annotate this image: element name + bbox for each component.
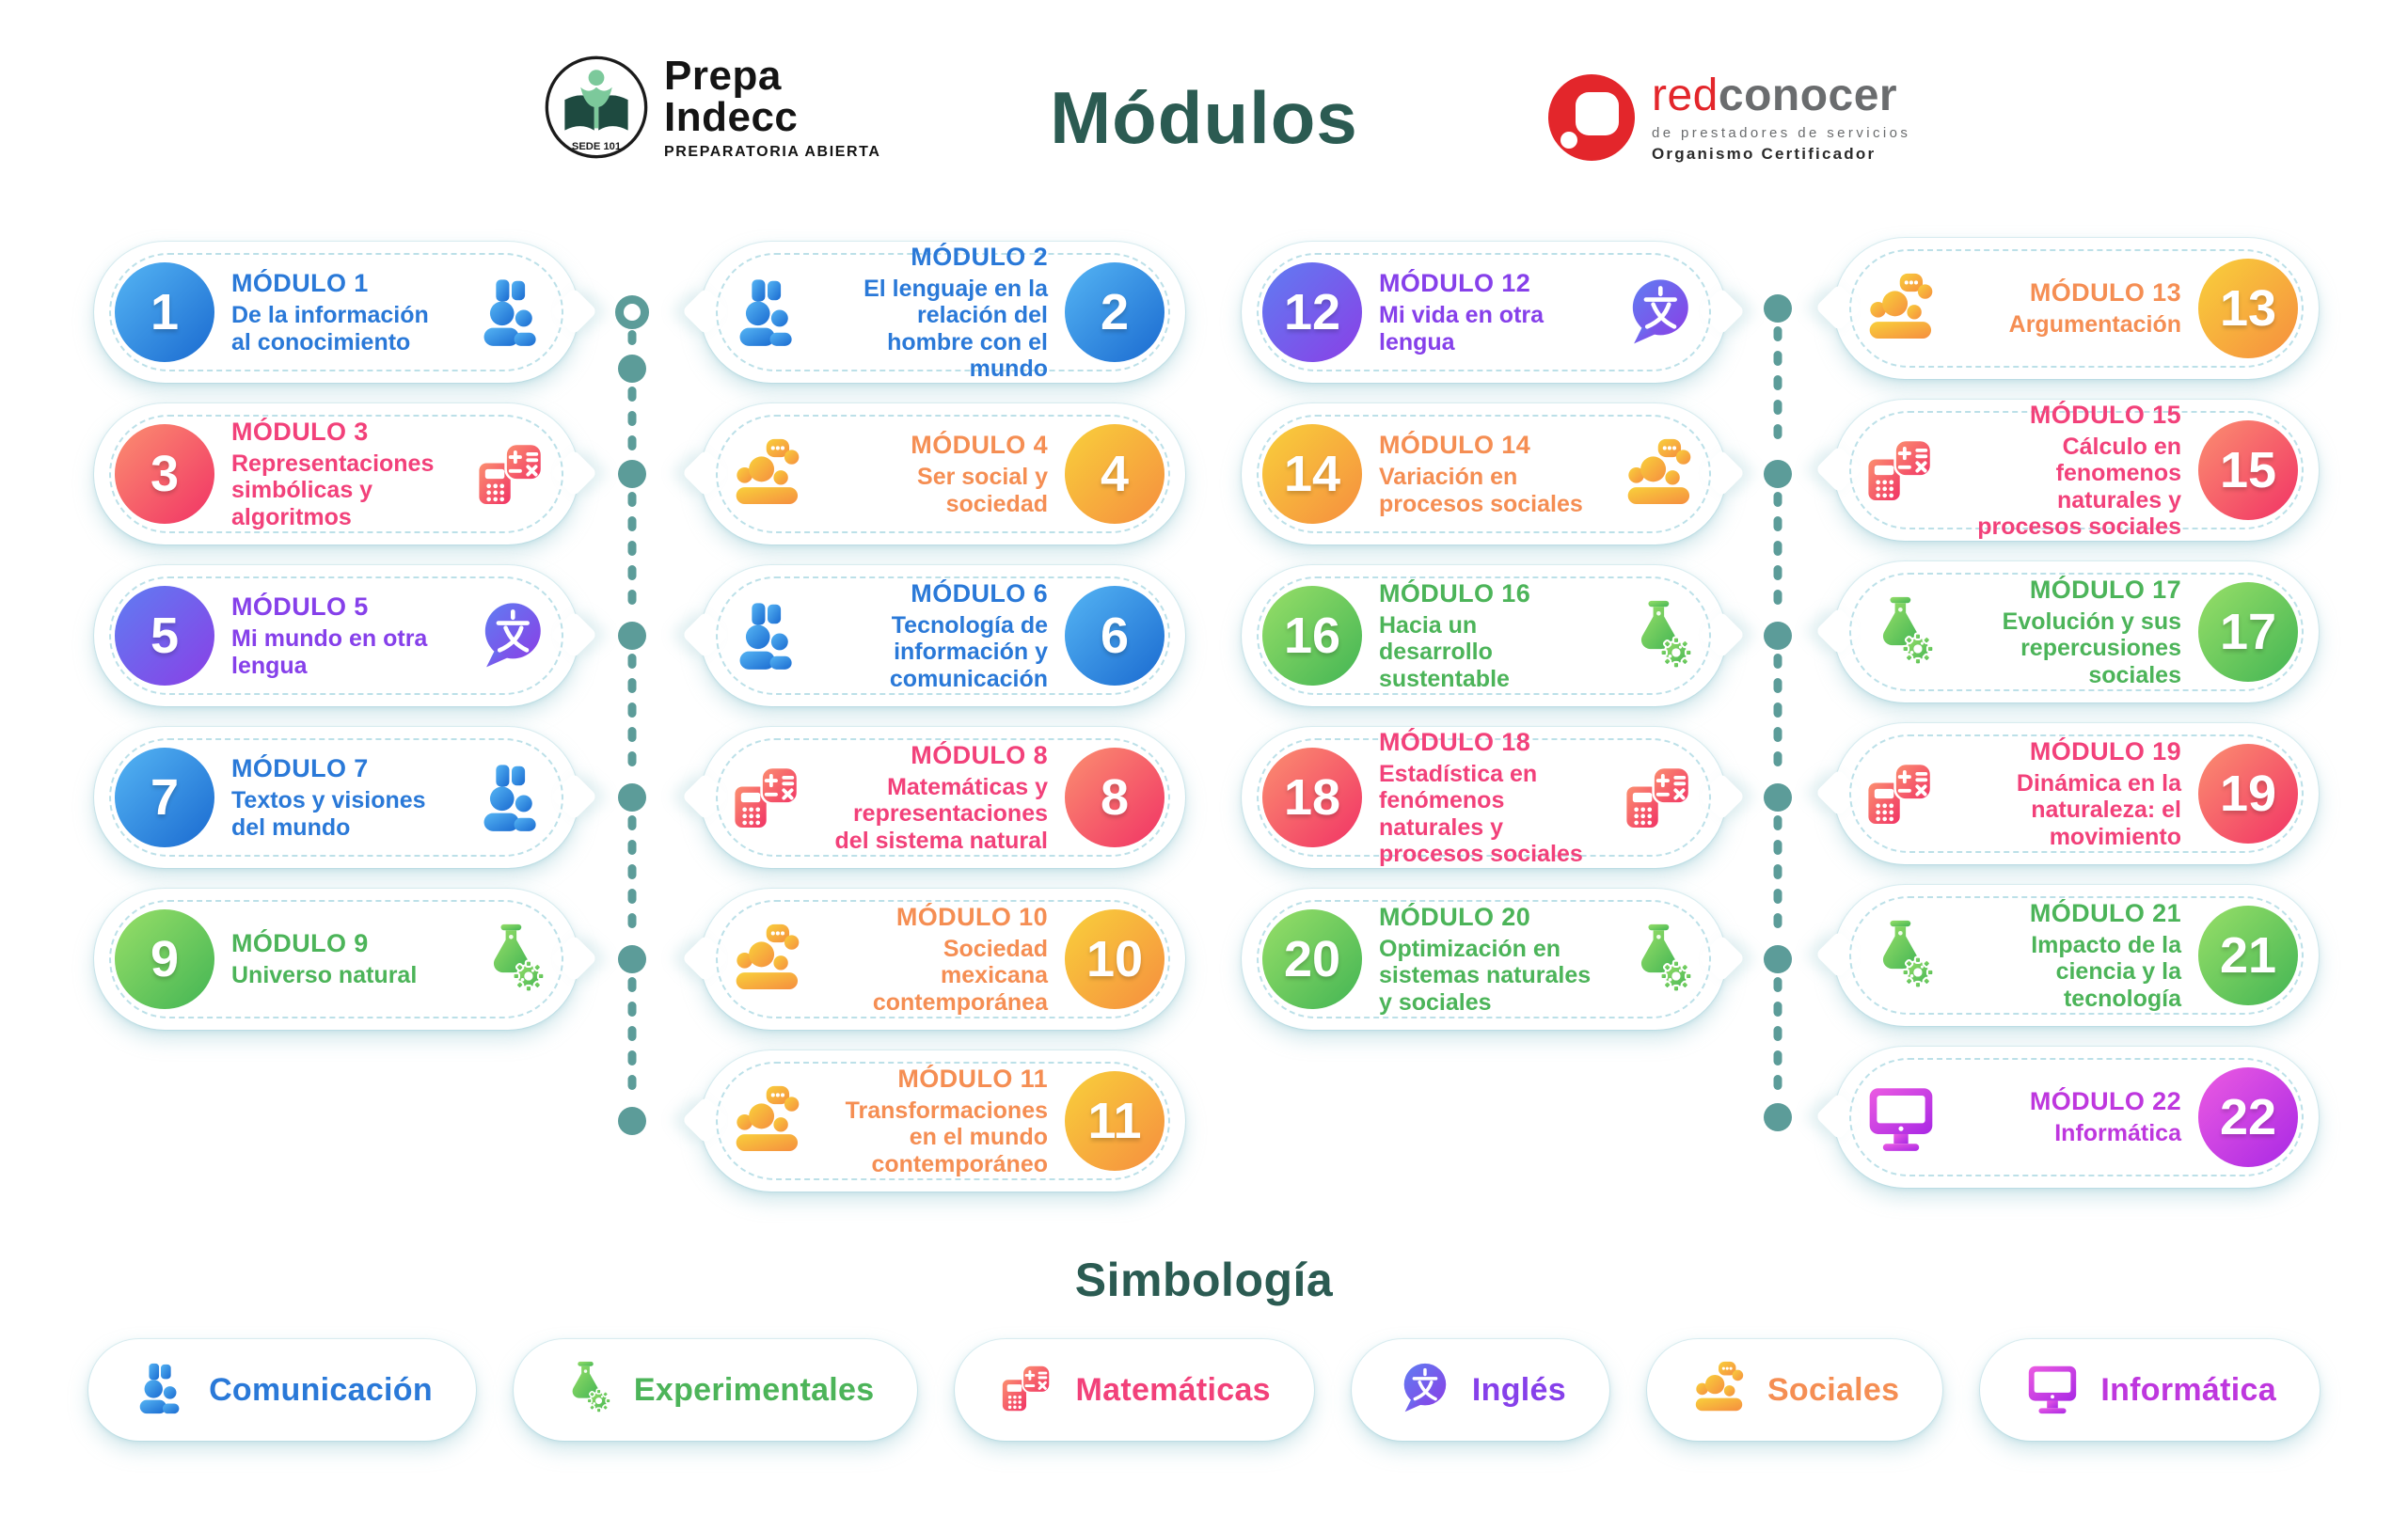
module-number-badge: 6 [1065,586,1164,686]
module-title: MÓDULO 4 [911,431,1048,459]
module-title: MÓDULO 20 [1379,902,1531,931]
module-number-badge: 4 [1065,424,1164,524]
timeline-dash [1774,424,1782,439]
module-number-badge: 3 [115,424,214,524]
timeline-dot [618,355,646,383]
card-tail [1698,450,1746,497]
module-title: MÓDULO 21 [2029,898,2181,927]
legend-section [0,1253,2408,1441]
experimentales-icon [471,921,552,998]
informatica-icon [1861,1079,1941,1156]
legend-label: Matemáticas [1075,1371,1271,1408]
module-text [834,741,1048,855]
matematicas-icon [998,1359,1056,1422]
module-number-badge: 10 [1065,909,1164,1009]
card-tail [550,450,598,497]
module-card-21 [1834,885,2319,1026]
module-text [1968,1087,2181,1147]
timeline-dash [1774,541,1782,556]
module-card-11 [701,1050,1185,1192]
timeline-dash [628,654,637,669]
card-tail [1815,284,1863,332]
card-tail [1815,1093,1863,1141]
module-card-17 [1834,561,2319,702]
timeline-dash [1774,840,1782,855]
timeline-dash [1774,375,1782,390]
timeline-dash [1774,326,1782,341]
timeline-dash [628,590,637,605]
module-card-4 [701,403,1185,545]
module-number-badge: 9 [115,909,214,1009]
legend-item-matematicas [955,1339,1313,1441]
module-number-badge: 20 [1262,909,1362,1009]
timeline-dash [628,727,637,742]
timeline-dot [618,622,646,650]
card-tail [682,935,730,983]
module-number-badge: 7 [115,748,214,847]
timeline-dash [628,751,637,766]
legend-item-informatica [1980,1339,2320,1441]
module-subtitle: El lenguaje en la relación del hombre con el mundo [863,275,1048,382]
timeline-dash [628,565,637,580]
module-card-7 [94,727,578,868]
timeline-ring [615,295,649,329]
timeline-dash [1774,977,1782,992]
module-card-6 [701,565,1185,706]
module-number-badge: 5 [115,586,214,686]
ingles-icon [1619,274,1700,351]
module-subtitle: Matemáticas y representaciones del sistema natural [834,773,1048,854]
timeline-dash [1774,590,1782,605]
module-number-badge: 22 [2198,1067,2298,1167]
module-text [1968,737,2181,851]
timeline-dash [1774,565,1782,580]
sociales-icon [727,1082,808,1160]
legend-label: Inglés [1471,1371,1566,1408]
module-number-badge: 2 [1065,262,1164,362]
module-column-4 [1834,238,2319,1188]
module-card-14 [1242,403,1726,545]
certifier-tagline: de prestadores de servicios [1652,125,1911,141]
timeline-dash [628,411,637,426]
legend-row [0,1339,2408,1441]
module-card-19 [1834,723,2319,864]
module-text [1968,278,2181,339]
module-number-badge: 8 [1065,748,1164,847]
module-subtitle: Representaciones simbólicas y algoritmos [231,450,435,530]
sociales-icon [1861,270,1941,347]
module-subtitle: Estadística en fenómenos naturales y procesos sociales [1379,760,1583,867]
module-subtitle: Universo natural [231,962,418,989]
module-text [834,579,1048,693]
timeline-dash [628,387,637,402]
module-number-badge: 18 [1262,748,1362,847]
legend-item-ingles [1352,1339,1609,1441]
legend-label: Sociales [1766,1371,1900,1408]
card-tail [550,935,598,983]
module-card-12 [1242,242,1726,383]
ingles-icon [1395,1359,1453,1422]
card-tail [1698,935,1746,983]
module-text [1379,728,1592,868]
module-text [834,1065,1048,1178]
module-title: MÓDULO 14 [1379,431,1531,459]
module-card-8 [701,727,1185,868]
module-column-3 [1242,242,1726,1030]
redconocer-bubble-icon [1545,71,1639,165]
module-text [834,431,1048,517]
timeline-dash [628,330,637,345]
timeline-dot [618,945,646,973]
timeline-dash [628,492,637,507]
sociales-icon [1690,1359,1749,1422]
timeline-dot [1764,945,1792,973]
module-number-badge: 11 [1065,1071,1164,1171]
module-card-18 [1242,727,1726,868]
legend-label: Informática [2100,1371,2276,1408]
matematicas-icon [471,435,552,513]
module-number-badge: 15 [2198,420,2298,520]
card-tail [1815,769,1863,817]
timeline-dot [618,460,646,488]
brand-gray: conocer [1718,71,1898,120]
module-number-badge: 12 [1262,262,1362,362]
timeline-dash [1774,727,1782,742]
card-tail [1698,288,1746,336]
module-text [834,243,1048,383]
school-name-line2: Indecc [664,93,799,140]
timeline-dot [1764,783,1792,812]
timeline-dash [628,1075,637,1090]
timeline-dash [1774,1002,1782,1017]
timeline-dot [1764,460,1792,488]
card-tail [682,450,730,497]
module-title: MÓDULO 5 [231,592,369,621]
timeline-dash [1774,516,1782,531]
card-tail [1698,611,1746,659]
timeline-dash [628,435,637,450]
timeline-dash [1774,678,1782,693]
brand-red: red [1652,71,1719,120]
timeline-dash [1774,351,1782,366]
module-text [834,903,1048,1017]
card-tail [1815,608,1863,655]
module-number-badge: 16 [1262,586,1362,686]
module-card-1 [94,242,578,383]
card-tail [1698,773,1746,821]
timeline-dot [1764,1103,1792,1131]
module-text [231,592,445,679]
timeline-dash [628,1050,637,1065]
module-number-badge: 19 [2198,744,2298,844]
module-subtitle: Variación en procesos sociales [1379,464,1583,517]
experimentales-icon [557,1359,615,1422]
redconocer-text-block [1652,73,1910,162]
module-subtitle: Argumentación [2008,311,2181,339]
timeline-dash [628,516,637,531]
school-subtitle: PREPARATORIA ABIERTA [664,143,881,160]
module-card-13 [1834,238,2319,379]
module-number-badge: 17 [2198,582,2298,682]
module-subtitle: Evolución y sus repercusiones sociales [2002,608,2181,688]
module-column-2 [701,242,1185,1192]
module-text [231,754,445,841]
module-subtitle: Textos y visiones del mundo [231,787,426,841]
module-title: MÓDULO 2 [911,242,1048,271]
module-title: MÓDULO 18 [1379,727,1531,756]
module-text [231,269,445,355]
module-title: MÓDULO 10 [895,902,1048,931]
sociales-icon [1619,435,1700,513]
timeline-dash [1774,654,1782,669]
card-tail [682,773,730,821]
timeline-dash [628,702,637,718]
module-title: MÓDULO 7 [231,754,369,782]
comunicacion-icon [471,274,552,351]
card-tail [682,611,730,659]
module-text [1379,269,1592,355]
module-card-15 [1834,400,2319,541]
module-title: MÓDULO 12 [1379,269,1531,297]
module-title: MÓDULO 19 [2029,736,2181,766]
module-subtitle: Impacto de la ciencia y la tecnología [2031,931,2181,1012]
informatica-icon [2023,1359,2082,1422]
module-text [231,929,445,989]
timeline-dash [1774,815,1782,830]
comunicacion-icon [471,759,552,836]
module-title: MÓDULO 1 [231,269,369,297]
school-name-line1: Prepa [664,52,782,99]
timeline-dot [1764,622,1792,650]
module-title: MÓDULO 9 [231,929,369,958]
module-title: MÓDULO 16 [1379,578,1531,608]
module-title: MÓDULO 11 [897,1064,1048,1093]
card-tail [1815,446,1863,494]
module-card-9 [94,889,578,1030]
comunicacion-icon [727,597,808,674]
module-card-3 [94,403,578,545]
legend-item-sociales [1647,1339,1942,1441]
module-text [1379,579,1592,693]
timeline-dash [1774,400,1782,415]
module-title: MÓDULO 17 [2029,575,2181,604]
module-text [1379,431,1592,517]
timeline-dash [628,889,637,904]
timeline-dash [628,864,637,879]
module-subtitle: Mi mundo en otra lengua [231,625,428,679]
timeline-dash [628,1002,637,1017]
module-text [1968,576,2181,689]
legend-item-experimentales [514,1339,918,1441]
module-subtitle: Ser social y sociedad [917,464,1048,517]
comunicacion-icon [727,274,808,351]
timeline-dot [618,1107,646,1135]
school-badge-text: SEDE 101 [571,140,622,152]
redconocer-brand [1652,73,1910,118]
card-tail [550,288,598,336]
page-title: Módulos [1050,76,1358,159]
module-text [1379,903,1592,1017]
comunicacion-icon [132,1359,190,1422]
timeline-dash [1774,492,1782,507]
module-card-10 [701,889,1185,1030]
module-card-2 [701,242,1185,383]
experimentales-icon [1861,593,1941,671]
timeline-dash [1774,751,1782,766]
certifier-role: Organismo Certificador [1652,145,1877,163]
timeline-dash [628,678,637,693]
legend-label: Experimentales [633,1371,875,1408]
legend-title: Simbología [1074,1254,1334,1306]
module-subtitle: Mi vida en otra lengua [1379,302,1545,355]
experimentales-icon [1619,597,1700,674]
timeline-dot [1764,294,1792,323]
module-title: MÓDULO 22 [2029,1087,2181,1116]
module-number-badge: 13 [2198,259,2298,358]
timeline-dash [1774,1026,1782,1041]
timeline-dash [628,977,637,992]
timeline-dash [1774,1075,1782,1090]
timeline-dash [628,541,637,556]
module-subtitle: Optimización en sistemas naturales y sociales [1379,935,1592,1016]
module-number-badge: 1 [115,262,214,362]
module-card-22 [1834,1047,2319,1188]
module-column-1 [94,242,578,1030]
module-title: MÓDULO 8 [911,740,1048,769]
sociales-icon [727,921,808,998]
matematicas-icon [1861,755,1941,832]
module-subtitle: Sociedad mexicana contemporánea [872,935,1048,1016]
module-title: MÓDULO 15 [2029,400,2181,429]
module-subtitle: De la información al conocimiento [231,302,429,355]
matematicas-icon [727,759,808,836]
timeline-dash [1774,913,1782,928]
timeline-dash [628,840,637,855]
module-title: MÓDULO 13 [2029,278,2181,308]
legend-item-comunicacion [88,1339,476,1441]
module-subtitle: Cálculo en fenomenos naturales y procesos sociales [1977,433,2181,540]
module-title: MÓDULO 6 [911,578,1048,608]
timeline-dash [1774,864,1782,879]
timeline-dash [1774,1050,1782,1065]
module-text [1968,899,2181,1013]
card-tail [550,611,598,659]
legend-label: Comunicación [209,1371,433,1408]
timeline-dash [1774,702,1782,718]
module-text [231,418,445,531]
matematicas-icon [1619,759,1700,836]
module-subtitle: Informática [2054,1120,2181,1147]
module-subtitle: Tecnología de información y comunicación [889,611,1048,692]
module-text [1968,401,2181,541]
module-number-badge: 14 [1262,424,1362,524]
experimentales-icon [1861,917,1941,994]
module-title: MÓDULO 3 [231,417,369,446]
module-subtitle: Dinámica en la naturaleza: el movimiento [2016,769,2181,850]
module-subtitle: Hacia un desarrollo sustentable [1379,611,1510,692]
card-tail [682,1097,730,1144]
timeline-dash [628,913,637,928]
module-card-16 [1242,565,1726,706]
timeline-dash [1774,889,1782,904]
redconocer-logo [1545,71,1910,165]
module-number-badge: 21 [2198,906,2298,1005]
sociales-icon [727,435,808,513]
experimentales-icon [1619,921,1700,998]
ingles-icon [471,597,552,674]
timeline-dash [628,815,637,830]
module-card-20 [1242,889,1726,1030]
matematicas-icon [1861,432,1941,509]
card-tail [1815,931,1863,979]
card-tail [550,773,598,821]
module-subtitle: Transformaciones en el mundo contemporáneo [845,1097,1048,1177]
timeline-dash [628,1026,637,1041]
module-card-5 [94,565,578,706]
card-tail [682,288,730,336]
timeline-dot [618,783,646,812]
